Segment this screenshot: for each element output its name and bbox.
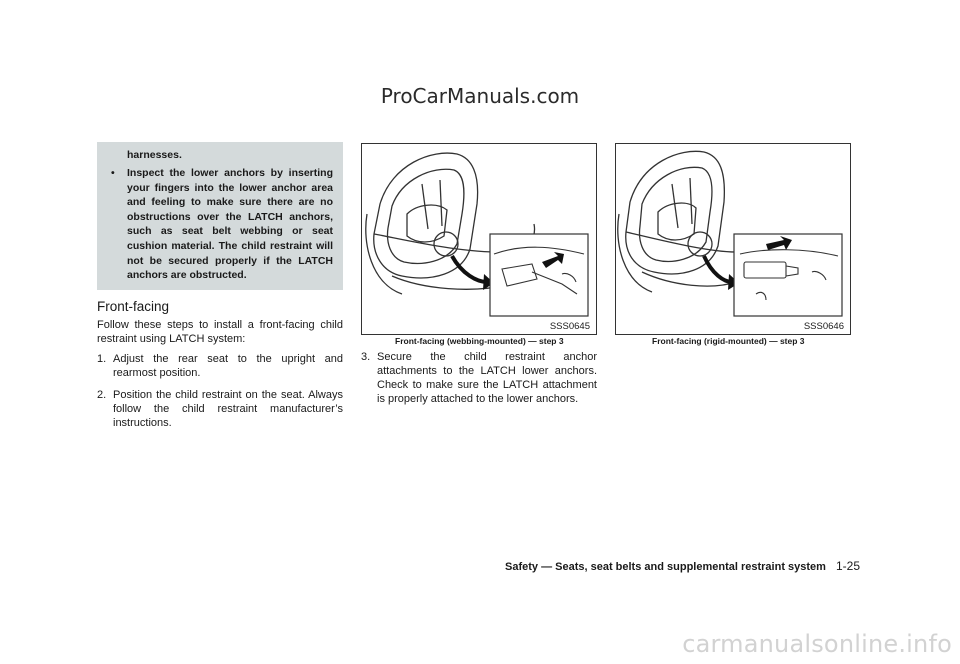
watermark-bottom: carmanualsonline.info xyxy=(682,630,952,658)
section-heading: Front-facing xyxy=(97,299,170,314)
step-text: Position the child restraint on the seat. Always follow the child restraint manufacturer’s instructions. xyxy=(113,389,343,429)
steps-list xyxy=(97,352,343,438)
caution-bullet-text: Inspect the lower anchors by inserting your fingers into the lower anchor area and feeling to make sure there are no obstructions over the LATCH anchors, such as seat belt webbing or seat cushion material. The child restraint will not be secured properly if the LATCH anchors are obstructed. xyxy=(127,167,333,282)
step-item xyxy=(97,352,343,380)
step-text: Secure the child restraint anchor attachments to the LATCH lower anchors. Check to make sure the LATCH attachment is properly attached to the lower anchors. xyxy=(377,351,597,405)
figure-rigid-mounted xyxy=(615,143,851,335)
step-text: Adjust the rear seat to the upright and rearmost position. xyxy=(113,353,343,379)
step-number: 2. xyxy=(97,389,107,401)
figure-webbing-mounted xyxy=(361,143,597,335)
caution-continued-text: harnesses. xyxy=(127,149,182,161)
step-item xyxy=(361,350,597,406)
step-item xyxy=(97,388,343,430)
watermark-top: ProCarManuals.com xyxy=(380,84,580,108)
page-number: 1-25 xyxy=(835,559,860,573)
figure-caption: Front-facing (webbing-mounted) — step 3 xyxy=(395,336,564,346)
bullet-icon: • xyxy=(111,167,115,179)
child-seat-rigid-illustration xyxy=(616,144,850,334)
caution-bullet xyxy=(111,166,333,283)
step-number: 1. xyxy=(97,353,107,365)
child-seat-webbing-illustration xyxy=(362,144,596,334)
figure-code: SSS0646 xyxy=(803,321,844,332)
caution-box xyxy=(97,142,343,290)
page-footer xyxy=(488,559,860,573)
step-number: 3. xyxy=(361,351,371,363)
figure-caption: Front-facing (rigid-mounted) — step 3 xyxy=(652,336,805,346)
intro-paragraph: Follow these steps to install a front-facing child restraint using LATCH system: xyxy=(97,319,343,345)
figure-code: SSS0645 xyxy=(549,321,590,332)
footer-section-title: Safety — Seats, seat belts and supplemental restraint system xyxy=(505,561,826,573)
